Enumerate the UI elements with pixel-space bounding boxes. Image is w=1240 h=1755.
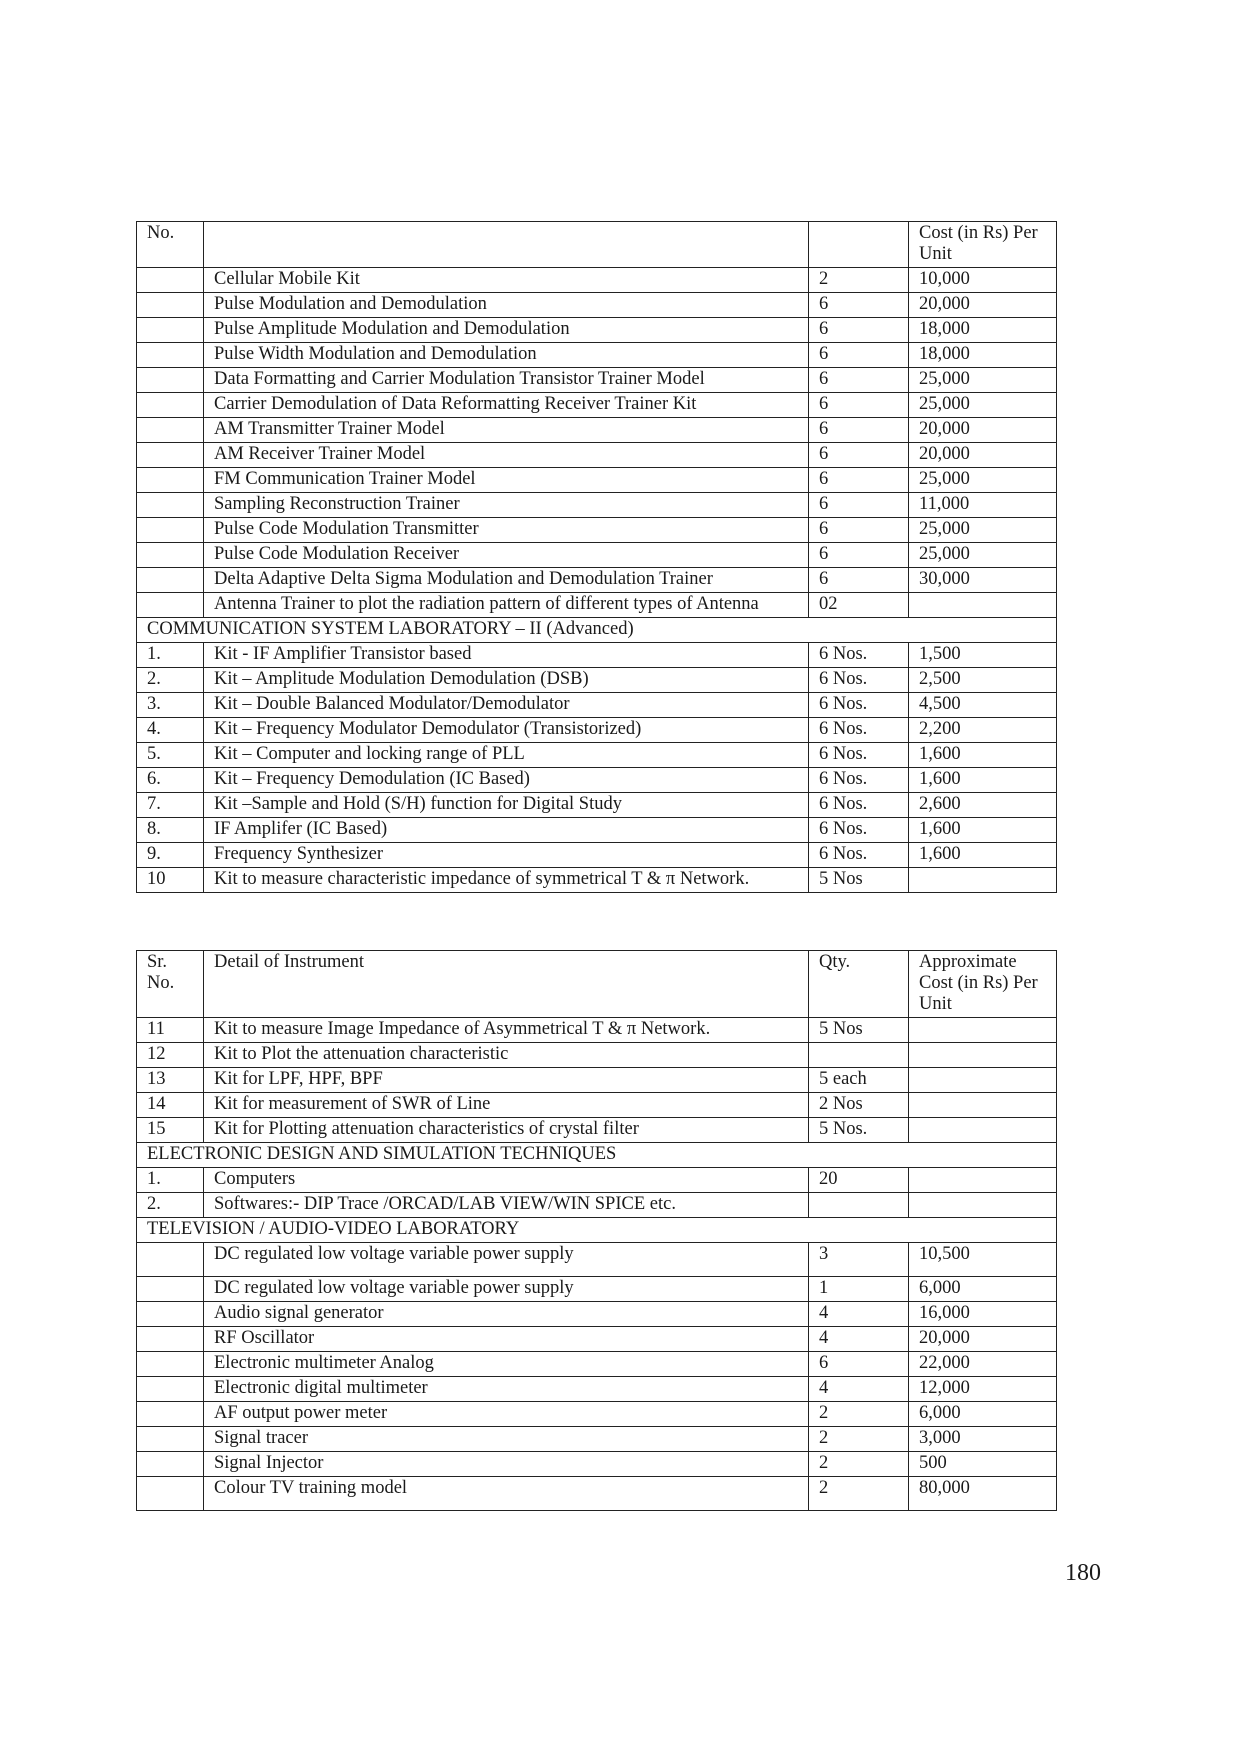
row-detail: Electronic digital multimeter	[204, 1377, 809, 1402]
table-row	[137, 768, 1057, 793]
row-qty: 6	[809, 568, 909, 593]
row-qty: 6	[809, 518, 909, 543]
row-no: 13	[137, 1068, 204, 1093]
row-qty: 4	[809, 1377, 909, 1402]
row-detail: DC regulated low voltage variable power supply	[204, 1243, 809, 1277]
table-row	[137, 418, 1057, 443]
row-no	[137, 1277, 204, 1302]
row-cost	[909, 1193, 1057, 1218]
row-no: 15	[137, 1118, 204, 1143]
row-no	[137, 1452, 204, 1477]
row-no	[137, 443, 204, 468]
row-detail: Kit – Frequency Modulator Demodulator (Transistorized)	[204, 718, 809, 743]
table-row	[137, 1477, 1057, 1511]
row-cost: 2,500	[909, 668, 1057, 693]
row-qty: 6 Nos.	[809, 718, 909, 743]
row-cost: 25,000	[909, 518, 1057, 543]
row-no: 6.	[137, 768, 204, 793]
row-no	[137, 318, 204, 343]
row-qty	[809, 1043, 909, 1068]
section-heading-comm-lab-2: COMMUNICATION SYSTEM LABORATORY – II (Advanced)	[137, 618, 1057, 643]
row-no	[137, 293, 204, 318]
table-row	[137, 343, 1057, 368]
row-qty	[809, 1193, 909, 1218]
row-cost	[909, 1118, 1057, 1143]
row-no	[137, 1243, 204, 1277]
row-cost: 6,000	[909, 1277, 1057, 1302]
row-detail: Kit – Computer and locking range of PLL	[204, 743, 809, 768]
row-cost	[909, 868, 1057, 893]
row-cost: 3,000	[909, 1427, 1057, 1452]
row-qty: 6	[809, 1352, 909, 1377]
row-qty: 02	[809, 593, 909, 618]
row-cost	[909, 1168, 1057, 1193]
table-row	[137, 1277, 1057, 1302]
row-detail: Computers	[204, 1168, 809, 1193]
row-detail: Signal tracer	[204, 1427, 809, 1452]
row-no	[137, 568, 204, 593]
row-detail: Pulse Code Modulation Transmitter	[204, 518, 809, 543]
header-detail	[204, 222, 809, 268]
table-row	[137, 1043, 1057, 1068]
row-qty: 6	[809, 443, 909, 468]
row-no	[137, 1352, 204, 1377]
row-cost: 22,000	[909, 1352, 1057, 1377]
row-no	[137, 393, 204, 418]
row-cost	[909, 593, 1057, 618]
row-detail: DC regulated low voltage variable power supply	[204, 1277, 809, 1302]
row-qty: 6	[809, 468, 909, 493]
row-cost: 80,000	[909, 1477, 1057, 1511]
table-row	[137, 1018, 1057, 1043]
row-qty: 6 Nos.	[809, 793, 909, 818]
row-cost: 2,200	[909, 718, 1057, 743]
row-cost: 20,000	[909, 418, 1057, 443]
row-no: 1.	[137, 643, 204, 668]
row-no: 3.	[137, 693, 204, 718]
row-detail: Sampling Reconstruction Trainer	[204, 493, 809, 518]
table-row	[137, 1302, 1057, 1327]
row-detail: Pulse Width Modulation and Demodulation	[204, 343, 809, 368]
row-cost: 11,000	[909, 493, 1057, 518]
row-detail: Cellular Mobile Kit	[204, 268, 809, 293]
equipment-table-1	[136, 221, 1057, 893]
table-row	[137, 668, 1057, 693]
section-row	[137, 618, 1057, 643]
row-no	[137, 493, 204, 518]
row-qty: 2	[809, 1427, 909, 1452]
row-cost: 1,600	[909, 768, 1057, 793]
row-detail: Delta Adaptive Delta Sigma Modulation and Demodulation Trainer	[204, 568, 809, 593]
row-no: 1.	[137, 1168, 204, 1193]
row-no	[137, 418, 204, 443]
row-no: 11	[137, 1018, 204, 1043]
row-no	[137, 518, 204, 543]
row-qty: 6 Nos.	[809, 768, 909, 793]
table-row	[137, 1068, 1057, 1093]
table-row	[137, 1327, 1057, 1352]
row-detail: Data Formatting and Carrier Modulation Transistor Trainer Model	[204, 368, 809, 393]
table-row	[137, 1093, 1057, 1118]
row-detail: Kit – Frequency Demodulation (IC Based)	[204, 768, 809, 793]
row-qty: 2	[809, 1452, 909, 1477]
row-detail: Kit – Double Balanced Modulator/Demodulator	[204, 693, 809, 718]
row-cost: 18,000	[909, 318, 1057, 343]
row-no	[137, 543, 204, 568]
row-qty: 2 Nos	[809, 1093, 909, 1118]
row-cost: 20,000	[909, 443, 1057, 468]
row-no: 2.	[137, 668, 204, 693]
header-cost: Cost (in Rs) Per Unit	[909, 222, 1057, 268]
table-row	[137, 1427, 1057, 1452]
row-cost: 12,000	[909, 1377, 1057, 1402]
row-qty: 3	[809, 1243, 909, 1277]
row-no: 9.	[137, 843, 204, 868]
table-row	[137, 368, 1057, 393]
row-no: 12	[137, 1043, 204, 1068]
row-detail: Kit –Sample and Hold (S/H) function for Digital Study	[204, 793, 809, 818]
header-detail: Detail of Instrument	[204, 951, 809, 1018]
row-cost: 25,000	[909, 543, 1057, 568]
row-detail: Signal Injector	[204, 1452, 809, 1477]
row-no	[137, 1327, 204, 1352]
row-cost: 1,500	[909, 643, 1057, 668]
table-header-row	[137, 222, 1057, 268]
row-detail: Pulse Code Modulation Receiver	[204, 543, 809, 568]
header-no: No.	[137, 222, 204, 268]
table-row	[137, 818, 1057, 843]
table-row	[137, 493, 1057, 518]
table-row	[137, 518, 1057, 543]
section-row	[137, 1218, 1057, 1243]
row-detail: Kit to Plot the attenuation characteristic	[204, 1043, 809, 1068]
row-cost	[909, 1093, 1057, 1118]
row-qty: 6 Nos.	[809, 643, 909, 668]
row-detail: Softwares:- DIP Trace /ORCAD/LAB VIEW/WIN SPICE etc.	[204, 1193, 809, 1218]
table-row	[137, 868, 1057, 893]
row-qty: 5 each	[809, 1068, 909, 1093]
table-row	[137, 393, 1057, 418]
row-qty: 6 Nos.	[809, 668, 909, 693]
row-cost: 16,000	[909, 1302, 1057, 1327]
row-no	[137, 1427, 204, 1452]
table-row	[137, 593, 1057, 618]
row-cost: 10,000	[909, 268, 1057, 293]
row-qty: 2	[809, 1477, 909, 1511]
row-cost	[909, 1068, 1057, 1093]
row-cost: 10,500	[909, 1243, 1057, 1277]
table-row	[137, 443, 1057, 468]
header-qty: Qty.	[809, 951, 909, 1018]
row-qty: 5 Nos	[809, 1018, 909, 1043]
table-row	[137, 843, 1057, 868]
table-row	[137, 293, 1057, 318]
row-detail: Kit to measure characteristic impedance of symmetrical T & π Network.	[204, 868, 809, 893]
header-qty	[809, 222, 909, 268]
row-detail: Antenna Trainer to plot the radiation pattern of different types of Antenna	[204, 593, 809, 618]
row-detail: Frequency Synthesizer	[204, 843, 809, 868]
table-row	[137, 543, 1057, 568]
row-no: 4.	[137, 718, 204, 743]
row-detail: Carrier Demodulation of Data Reformatting Receiver Trainer Kit	[204, 393, 809, 418]
table-row	[137, 1377, 1057, 1402]
row-qty: 2	[809, 268, 909, 293]
table-row	[137, 568, 1057, 593]
row-detail: Pulse Amplitude Modulation and Demodulation	[204, 318, 809, 343]
row-qty: 6 Nos.	[809, 818, 909, 843]
section-row	[137, 1143, 1057, 1168]
row-qty: 2	[809, 1402, 909, 1427]
row-cost: 25,000	[909, 393, 1057, 418]
row-cost: 18,000	[909, 343, 1057, 368]
row-no: 7.	[137, 793, 204, 818]
row-no: 10	[137, 868, 204, 893]
row-qty: 6	[809, 343, 909, 368]
equipment-table-2	[136, 950, 1057, 1511]
row-qty: 6 Nos.	[809, 743, 909, 768]
row-no	[137, 368, 204, 393]
row-qty: 4	[809, 1302, 909, 1327]
row-no: 2.	[137, 1193, 204, 1218]
row-cost: 1,600	[909, 743, 1057, 768]
row-no	[137, 468, 204, 493]
table-row	[137, 1402, 1057, 1427]
row-detail: AM Transmitter Trainer Model	[204, 418, 809, 443]
page-number: 180	[1065, 1560, 1101, 1586]
row-cost: 1,600	[909, 818, 1057, 843]
row-cost: 1,600	[909, 843, 1057, 868]
row-cost: 2,600	[909, 793, 1057, 818]
row-qty: 6	[809, 493, 909, 518]
section-heading-eda: ELECTRONIC DESIGN AND SIMULATION TECHNIQUES	[137, 1143, 1057, 1168]
row-no	[137, 1377, 204, 1402]
row-detail: FM Communication Trainer Model	[204, 468, 809, 493]
table-row	[137, 468, 1057, 493]
row-detail: Kit - IF Amplifier Transistor based	[204, 643, 809, 668]
row-qty: 4	[809, 1327, 909, 1352]
row-detail: Kit – Amplitude Modulation Demodulation (DSB)	[204, 668, 809, 693]
row-no	[137, 1302, 204, 1327]
row-no	[137, 343, 204, 368]
row-detail: AM Receiver Trainer Model	[204, 443, 809, 468]
row-detail: Kit for LPF, HPF, BPF	[204, 1068, 809, 1093]
row-qty: 20	[809, 1168, 909, 1193]
table-row	[137, 1193, 1057, 1218]
row-detail: Electronic multimeter Analog	[204, 1352, 809, 1377]
row-no	[137, 1477, 204, 1511]
table-row	[137, 318, 1057, 343]
row-qty: 6	[809, 418, 909, 443]
row-qty: 6	[809, 318, 909, 343]
row-detail: Kit to measure Image Impedance of Asymmetrical T & π Network.	[204, 1018, 809, 1043]
row-no	[137, 1402, 204, 1427]
table-row	[137, 793, 1057, 818]
table-header-row	[137, 951, 1057, 1018]
table-row	[137, 1352, 1057, 1377]
table-row	[137, 268, 1057, 293]
row-no: 5.	[137, 743, 204, 768]
header-sr-no: Sr. No.	[137, 951, 204, 1018]
row-cost: 20,000	[909, 293, 1057, 318]
row-cost: 4,500	[909, 693, 1057, 718]
row-qty: 6 Nos.	[809, 843, 909, 868]
row-no: 8.	[137, 818, 204, 843]
header-cost: Approximate Cost (in Rs) Per Unit	[909, 951, 1057, 1018]
table-row	[137, 1168, 1057, 1193]
table-row	[137, 1243, 1057, 1277]
row-detail: RF Oscillator	[204, 1327, 809, 1352]
row-detail: Colour TV training model	[204, 1477, 809, 1511]
row-cost	[909, 1018, 1057, 1043]
row-cost	[909, 1043, 1057, 1068]
table-row	[137, 743, 1057, 768]
row-detail: Audio signal generator	[204, 1302, 809, 1327]
row-qty: 6 Nos.	[809, 693, 909, 718]
row-detail: Kit for measurement of SWR of Line	[204, 1093, 809, 1118]
row-qty: 6	[809, 543, 909, 568]
table-row	[137, 718, 1057, 743]
row-qty: 5 Nos	[809, 868, 909, 893]
row-detail: Kit for Plotting attenuation characteristics of crystal filter	[204, 1118, 809, 1143]
row-cost: 500	[909, 1452, 1057, 1477]
row-cost: 20,000	[909, 1327, 1057, 1352]
section-heading-tv-lab: TELEVISION / AUDIO-VIDEO LABORATORY	[137, 1218, 1057, 1243]
row-cost: 6,000	[909, 1402, 1057, 1427]
row-qty: 5 Nos.	[809, 1118, 909, 1143]
row-no: 14	[137, 1093, 204, 1118]
table-row	[137, 1452, 1057, 1477]
row-cost: 25,000	[909, 468, 1057, 493]
row-detail: IF Amplifer (IC Based)	[204, 818, 809, 843]
row-qty: 6	[809, 368, 909, 393]
row-detail: Pulse Modulation and Demodulation	[204, 293, 809, 318]
row-qty: 6	[809, 293, 909, 318]
row-no	[137, 593, 204, 618]
table-row	[137, 693, 1057, 718]
row-cost: 30,000	[909, 568, 1057, 593]
row-qty: 6	[809, 393, 909, 418]
table-row	[137, 643, 1057, 668]
row-cost: 25,000	[909, 368, 1057, 393]
row-detail: AF output power meter	[204, 1402, 809, 1427]
row-qty: 1	[809, 1277, 909, 1302]
table-row	[137, 1118, 1057, 1143]
row-no	[137, 268, 204, 293]
